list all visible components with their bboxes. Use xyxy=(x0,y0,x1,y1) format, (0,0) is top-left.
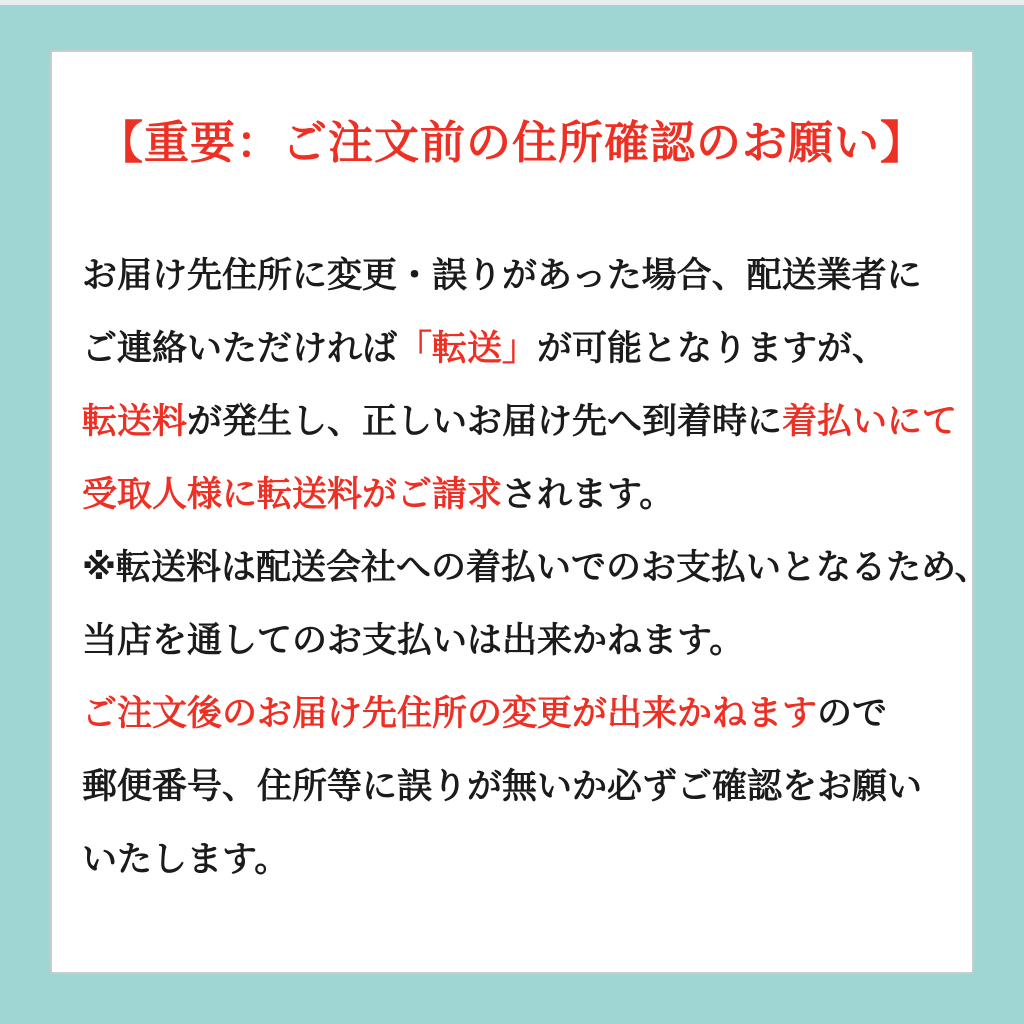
body-line xyxy=(82,313,948,386)
body-line xyxy=(82,678,948,751)
body-line xyxy=(82,459,948,532)
body-line xyxy=(82,824,948,897)
notice-title: 【重要：ご注文前の住所確認のお願い】 xyxy=(97,116,926,169)
text-segment: ※転送料は配送会社への着払いでのお支払いとなるため、 xyxy=(82,548,990,588)
text-segment: ご連絡いただければ xyxy=(82,329,398,369)
body-line xyxy=(82,532,990,605)
text-segment: が可能となりますが、 xyxy=(537,329,888,369)
text-segment: お届け先住所に変更・誤りがあった場合、配送業者に xyxy=(82,256,922,296)
text-segment: 当店を通してのお支払いは出来かねます。 xyxy=(82,621,745,661)
text-segment: 転送料 xyxy=(82,402,188,442)
text-segment: が発生し、正しいお届け先へ到着時に xyxy=(187,402,783,442)
body-line xyxy=(82,605,948,678)
body-line xyxy=(82,386,958,459)
text-segment: ご注文後のお届け先住所の変更が出来かねます xyxy=(82,694,818,734)
body-line xyxy=(82,751,948,824)
top-edge-strip xyxy=(0,0,1024,5)
text-segment: ので xyxy=(817,694,888,734)
text-segment: 着払いにて xyxy=(782,402,958,442)
text-segment: されます。 xyxy=(502,475,675,515)
text-segment: 「転送」 xyxy=(397,329,538,369)
text-segment: いたします。 xyxy=(82,840,290,880)
text-segment: 郵便番号、住所等に誤りが無いか必ずご確認をお願い xyxy=(82,767,923,807)
notice-card xyxy=(50,50,990,974)
text-segment: 受取人様に転送料がご請求 xyxy=(82,475,503,515)
body-line xyxy=(82,240,948,313)
notice-body xyxy=(82,240,990,897)
